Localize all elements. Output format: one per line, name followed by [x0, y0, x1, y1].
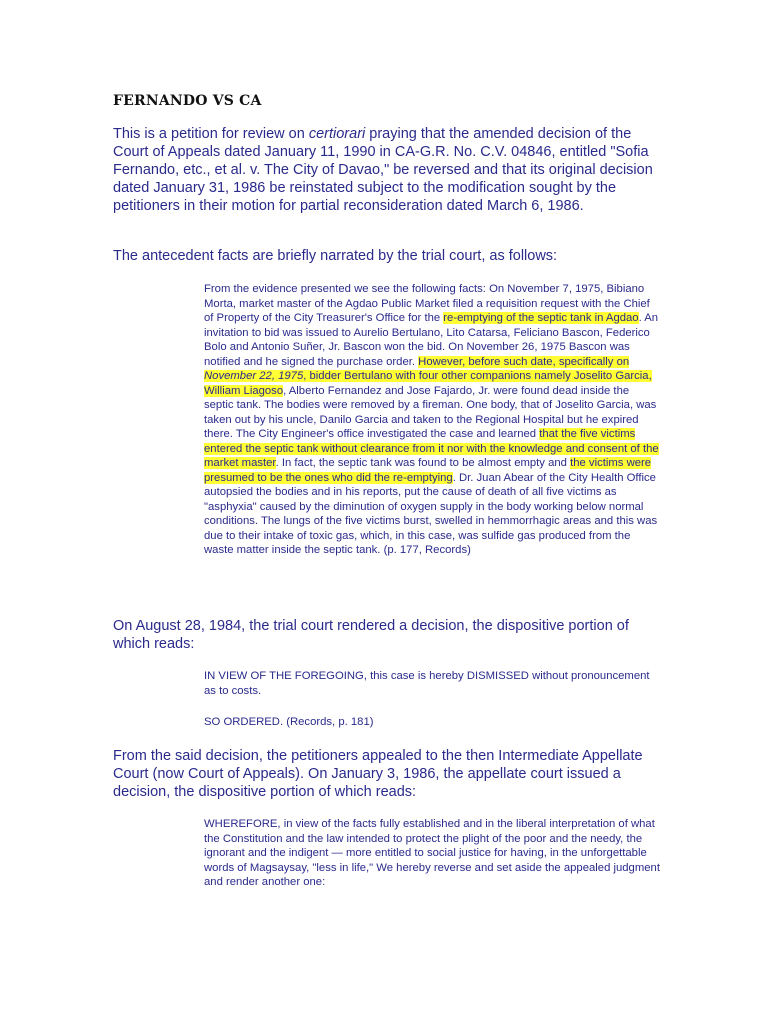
quote-text: , Alberto Fernandez and Jose Fajardo, Jr. were found dead inside the septic tank. The bodies were removed by a fireman. One body, that of Joselito Garcia, was taken out by his uncle, Danilo Garcia and taken to the Regional Hospital but he expired there. The City Engineer's office investigated the case and learned: [204, 384, 657, 440]
trial-court-decision-paragraph: On August 28, 1984, the trial court rendered a decision, the dispositive portion of which reads:: [113, 618, 629, 652]
intro-paragraph: [113, 125, 661, 215]
appellate-decision-quote: WHEREFORE, in view of the facts fully established and in the liberal interpretation of what the Constitution and the law intended to protect the plight of the poor and the needy, the ignorant and the indigent — more entitled to social justice for having, in the unforgettable words of Magsaysay, "less in life," We hereby reverse and set aside the appealed judgment and render another one:: [204, 818, 660, 888]
appeal-paragraph: From the said decision, the petitioners appealed to the then Intermediate Appellate Court (now Court of Appeals). On January 3, 1986, the appellate court issued a decision, the dispositive portion of which reads:: [113, 748, 643, 800]
highlighted-text: the victims were presumed to be the ones who did the re-emptying: [204, 457, 652, 484]
highlighted-text: , bidder Bertulano with four other companions namely Joselito Garcia, William Liagoso: [204, 370, 652, 397]
trial-court-facts-quote: [204, 282, 660, 558]
highlighted-text: However, before such date, specifically on: [418, 355, 630, 368]
intro-italic-term: certiorari: [308, 126, 366, 142]
quote-text: . An invitation to bid was issued to Aurelio Bertulano, Lito Catarsa, Feliciano Bascon, Federico Bolo and Antonio Suñer, Jr. Bascon won the bid. On November 26, 1975 Bascon was notified and he signed the purchase order.: [204, 312, 659, 368]
document-title: FERNANDO VS CA: [113, 93, 262, 109]
dismissal-quote: IN VIEW OF THE FOREGOING, this case is hereby DISMISSED without pronouncement as to costs.: [204, 670, 650, 697]
intro-text-rest: praying that the amended decision of the Court of Appeals dated January 11, 1990 in CA-G.R. No. C.V. 04846, entitled "Sofia Fernando, etc., et al. v. The City of Davao," be reversed and that its original decision dated January 31, 1986 be reinstated subject to the modification sought by the petitioners in their motion for partial reconsideration dated March 6, 1986.: [113, 126, 653, 214]
quote-text: . Dr. Juan Abear of the City Health Office autopsied the bodies and in his reports, put the cause of death of all five victims as "asphyxia" caused by the diminution of oxygen supply in the body working below normal conditions. The lungs of the five victims burst, swelled in hemmorrhagic areas and this was due to their intake of toxic gas, which, in this case, was sulfide gas produced from the waste matter inside the septic tank. (p. 177, Records): [204, 471, 658, 556]
quote-text: From the evidence presented we see the following facts: On November 7, 1975, Bibiano Morta, market master of the Agdao Public Market filed a requisition request with the Chief of Property of the City Treasurer's Office for the: [204, 283, 650, 324]
highlighted-text: that the five victims entered the septic tank without clearance from it nor with the knowledge and consent of the market master: [204, 428, 659, 469]
antecedent-facts-paragraph: The antecedent facts are briefly narrated by the trial court, as follows:: [113, 248, 558, 264]
so-ordered-quote: SO ORDERED. (Records, p. 181): [204, 716, 374, 728]
highlighted-text: re-emptying of the septic tank in Agdao: [443, 312, 639, 324]
intro-text-start: This is a petition for review on: [113, 126, 309, 142]
highlighted-italic-date: November 22, 1975: [204, 370, 304, 382]
quote-text: . In fact, the septic tank was found to be almost empty and: [275, 457, 571, 469]
